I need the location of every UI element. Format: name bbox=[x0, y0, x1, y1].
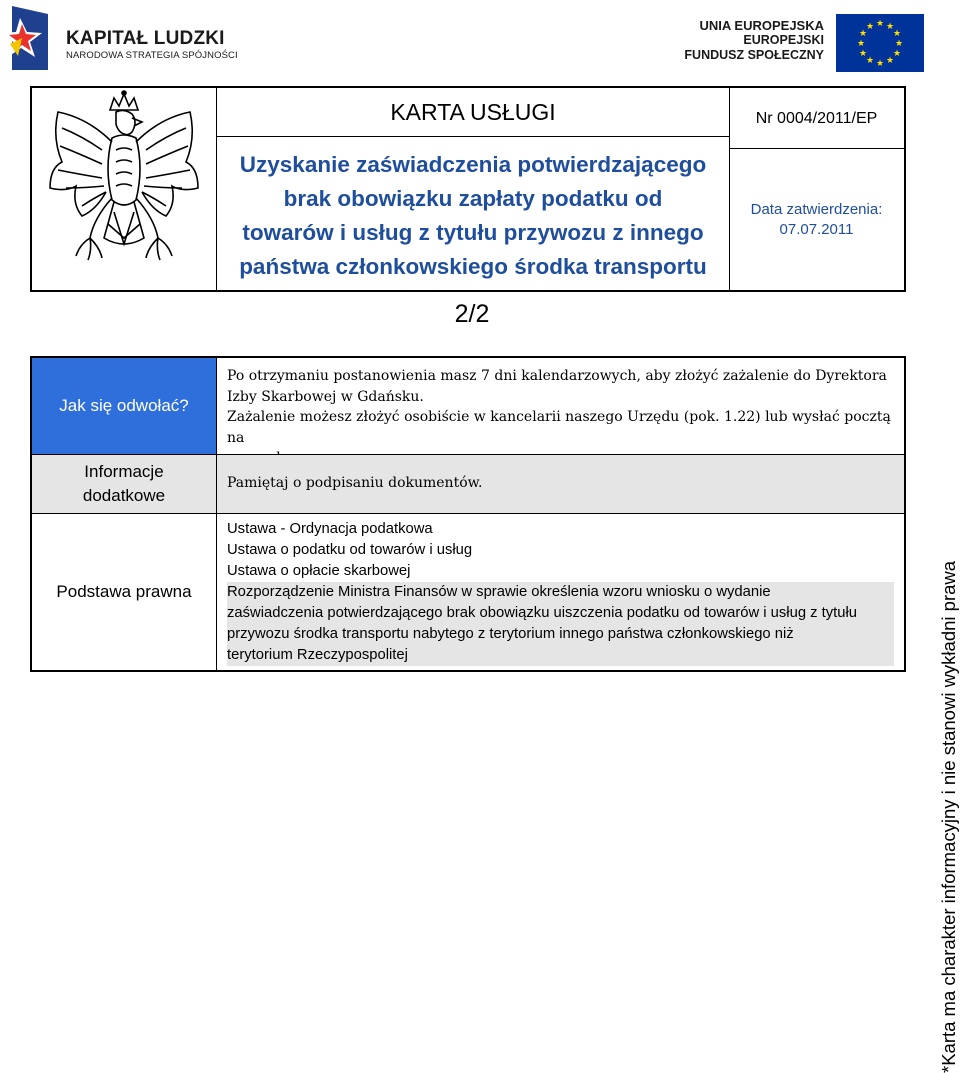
service-card-header bbox=[30, 86, 906, 292]
eu-line-2: EUROPEJSKI bbox=[743, 33, 824, 47]
info-label-line: dodatkowe bbox=[82, 486, 166, 505]
page-number: 2/2 bbox=[454, 300, 490, 328]
appeal-line: Izby Skarbowej w Gdańsku. bbox=[227, 388, 424, 405]
service-name-line: Uzyskanie zaświadczenia potwierdzającego bbox=[239, 152, 707, 177]
regulation-item bbox=[227, 582, 894, 666]
info-label-line: Informacje bbox=[84, 462, 164, 481]
service-name-line: państwa członkowskiego środka transportu bbox=[239, 254, 707, 279]
svg-text:★: ★ bbox=[894, 39, 904, 49]
legal-basis-content bbox=[217, 514, 904, 670]
service-name-line: brak obowiązku zapłaty podatku od bbox=[283, 186, 663, 211]
appeal-line: Po otrzymaniu postanowienia masz 7 dni kalendarzowych, aby złożyć zażalenie do Dyrektora bbox=[227, 368, 887, 384]
regulation-line: zaświadczenia potwierdzającego brak obowiązku uiszczenia podatku od towarów i usług z tytułu bbox=[227, 605, 858, 621]
svg-text:★: ★ bbox=[892, 49, 902, 59]
law-item: Ustawa - Ordynacja podatkowa bbox=[227, 521, 433, 537]
info-row bbox=[32, 455, 904, 514]
regulation-line: terytorium Rzeczypospolitej bbox=[227, 647, 408, 663]
disclaimer-note: *Karta ma charakter informacyjny i nie stanowi wykładni prawa bbox=[938, 560, 959, 1073]
polish-eagle-emblem-icon bbox=[32, 88, 216, 290]
service-name-line: towarów i usług z tytułu przywozu z innego bbox=[242, 220, 704, 245]
approval-date-value: 07.07.2011 bbox=[779, 221, 854, 238]
kapital-ludzki-mark-icon bbox=[8, 4, 52, 72]
appeal-row bbox=[32, 358, 904, 455]
law-item: Ustawa o opłacie skarbowej bbox=[227, 563, 411, 579]
service-name bbox=[217, 148, 729, 284]
kapital-ludzki-title: KAPITAŁ LUDZKI bbox=[66, 28, 225, 49]
law-item: Ustawa o podatku od towarów i usług bbox=[227, 542, 473, 558]
eu-line-1: UNIA EUROPEJSKA bbox=[699, 18, 824, 33]
svg-text:★: ★ bbox=[875, 59, 885, 69]
info-label bbox=[32, 455, 217, 513]
regulation-line: przywozu środka transportu nabytego z terytorium innego państwa członkowskiego niż bbox=[227, 626, 794, 642]
appeal-line: Zażalenie możesz złożyć osobiście w kancelarii naszego Urzędu (pok. 1.22) lub wysłać pocztą na bbox=[227, 409, 891, 446]
svg-text:★: ★ bbox=[856, 39, 866, 49]
appeal-content bbox=[217, 358, 904, 454]
eu-line-3: FUNDUSZ SPOŁECZNY bbox=[684, 48, 824, 62]
emblem-cell bbox=[32, 88, 217, 290]
service-details-table bbox=[30, 356, 906, 672]
svg-text:★: ★ bbox=[892, 29, 902, 39]
svg-text:★: ★ bbox=[885, 22, 895, 32]
svg-text:★: ★ bbox=[865, 22, 875, 32]
svg-text:★: ★ bbox=[875, 19, 885, 29]
approval-date-block bbox=[729, 200, 904, 240]
appeal-label: Jak się odwołać? bbox=[32, 358, 217, 454]
svg-text:★: ★ bbox=[858, 29, 868, 39]
regulation-line: Rozporządzenie Ministra Finansów w sprawie określenia wzoru wniosku o wydanie bbox=[227, 584, 771, 600]
svg-text:★: ★ bbox=[885, 56, 895, 66]
card-title: KARTA USŁUGI bbox=[217, 88, 729, 137]
eu-logo-text bbox=[684, 18, 824, 63]
eu-logo bbox=[684, 14, 924, 74]
legal-basis-row bbox=[32, 514, 904, 670]
kapital-ludzki-subtitle: NARODOWA STRATEGIA SPÓJNOŚCI bbox=[66, 50, 238, 61]
eu-flag-icon bbox=[836, 14, 924, 72]
kapital-ludzki-logo bbox=[8, 4, 238, 74]
legal-basis-label: Podstawa prawna bbox=[32, 514, 217, 670]
svg-text:★: ★ bbox=[858, 49, 868, 59]
header-center-cell bbox=[217, 88, 730, 290]
info-content: Pamiętaj o podpisaniu dokumentów. bbox=[217, 455, 904, 513]
card-number: Nr 0004/2011/EP bbox=[729, 88, 904, 149]
header-right-cell bbox=[729, 88, 904, 290]
approval-date-label: Data zatwierdzenia: bbox=[750, 201, 883, 218]
svg-text:★: ★ bbox=[865, 56, 875, 66]
